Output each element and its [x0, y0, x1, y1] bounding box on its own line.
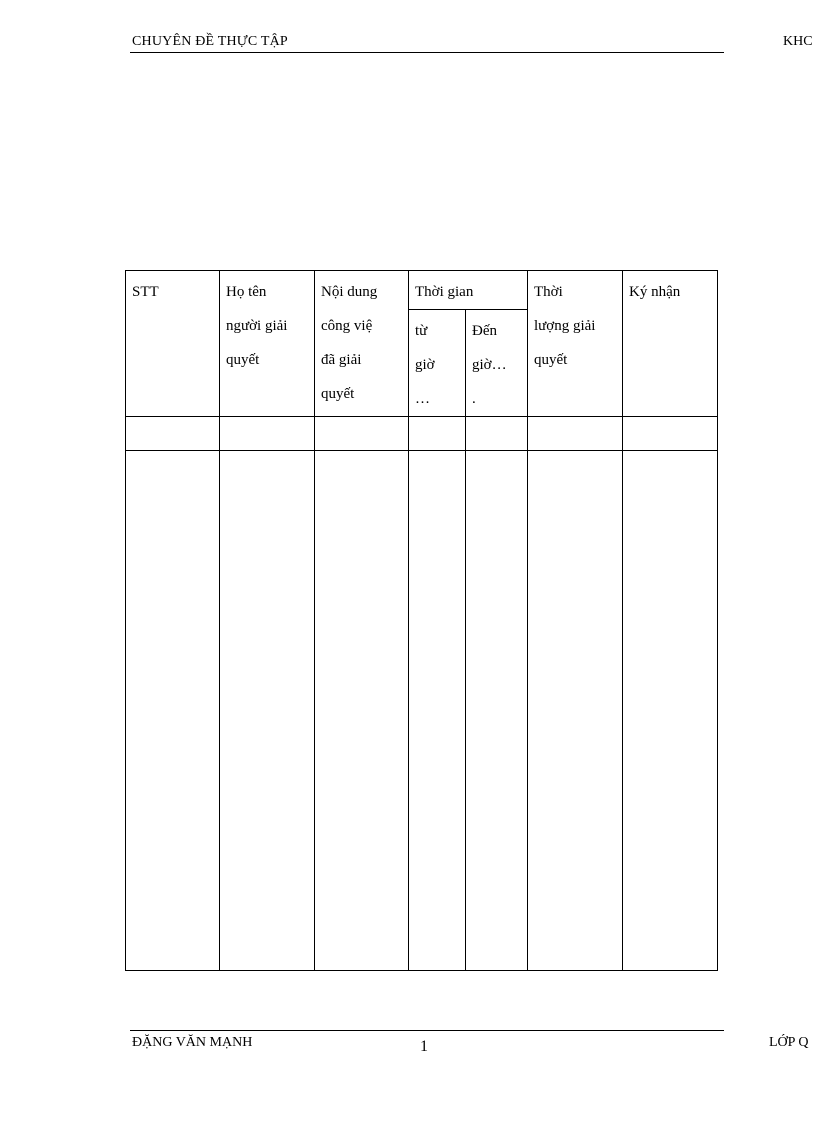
table-cell [528, 417, 623, 451]
header-noi-dung: Nội dung công việ đã giải quyết [315, 271, 409, 417]
page-number: 1 [420, 1038, 428, 1055]
table-cell [409, 451, 466, 971]
resolution-table [125, 270, 718, 971]
header-title: CHUYÊN ĐỀ THỰC TẬP [132, 34, 288, 49]
table-row [126, 417, 718, 451]
table-cell [623, 451, 718, 971]
table-cell [623, 417, 718, 451]
header-ky-nhan: Ký nhận [623, 271, 718, 417]
table-cell [220, 417, 315, 451]
table-cell [315, 451, 409, 971]
table-cell [528, 451, 623, 971]
table-cell [466, 417, 528, 451]
footer-rule [130, 1030, 724, 1031]
table-cell [126, 417, 220, 451]
table-row [126, 451, 718, 971]
header-stt: STT [126, 271, 220, 417]
table-cell [220, 451, 315, 971]
table-header-row [126, 271, 718, 310]
footer-author: ĐẶNG VĂN MẠNH [132, 1035, 253, 1050]
table-cell [315, 417, 409, 451]
header-rule [130, 52, 724, 53]
footer-class: LỚP Q [769, 1035, 809, 1050]
header-ho-ten: Họ tên người giải quyết [220, 271, 315, 417]
header-tu-gio: từ giờ … [409, 310, 466, 417]
table-cell [409, 417, 466, 451]
header-den-gio: Đến giờ… . [466, 310, 528, 417]
table-cell [466, 451, 528, 971]
table-cell [126, 451, 220, 971]
header-thoi-gian: Thời gian [409, 271, 528, 310]
header-thoi-luong: Thời lượng giải quyết [528, 271, 623, 417]
header-right-text: KHC [783, 34, 813, 49]
